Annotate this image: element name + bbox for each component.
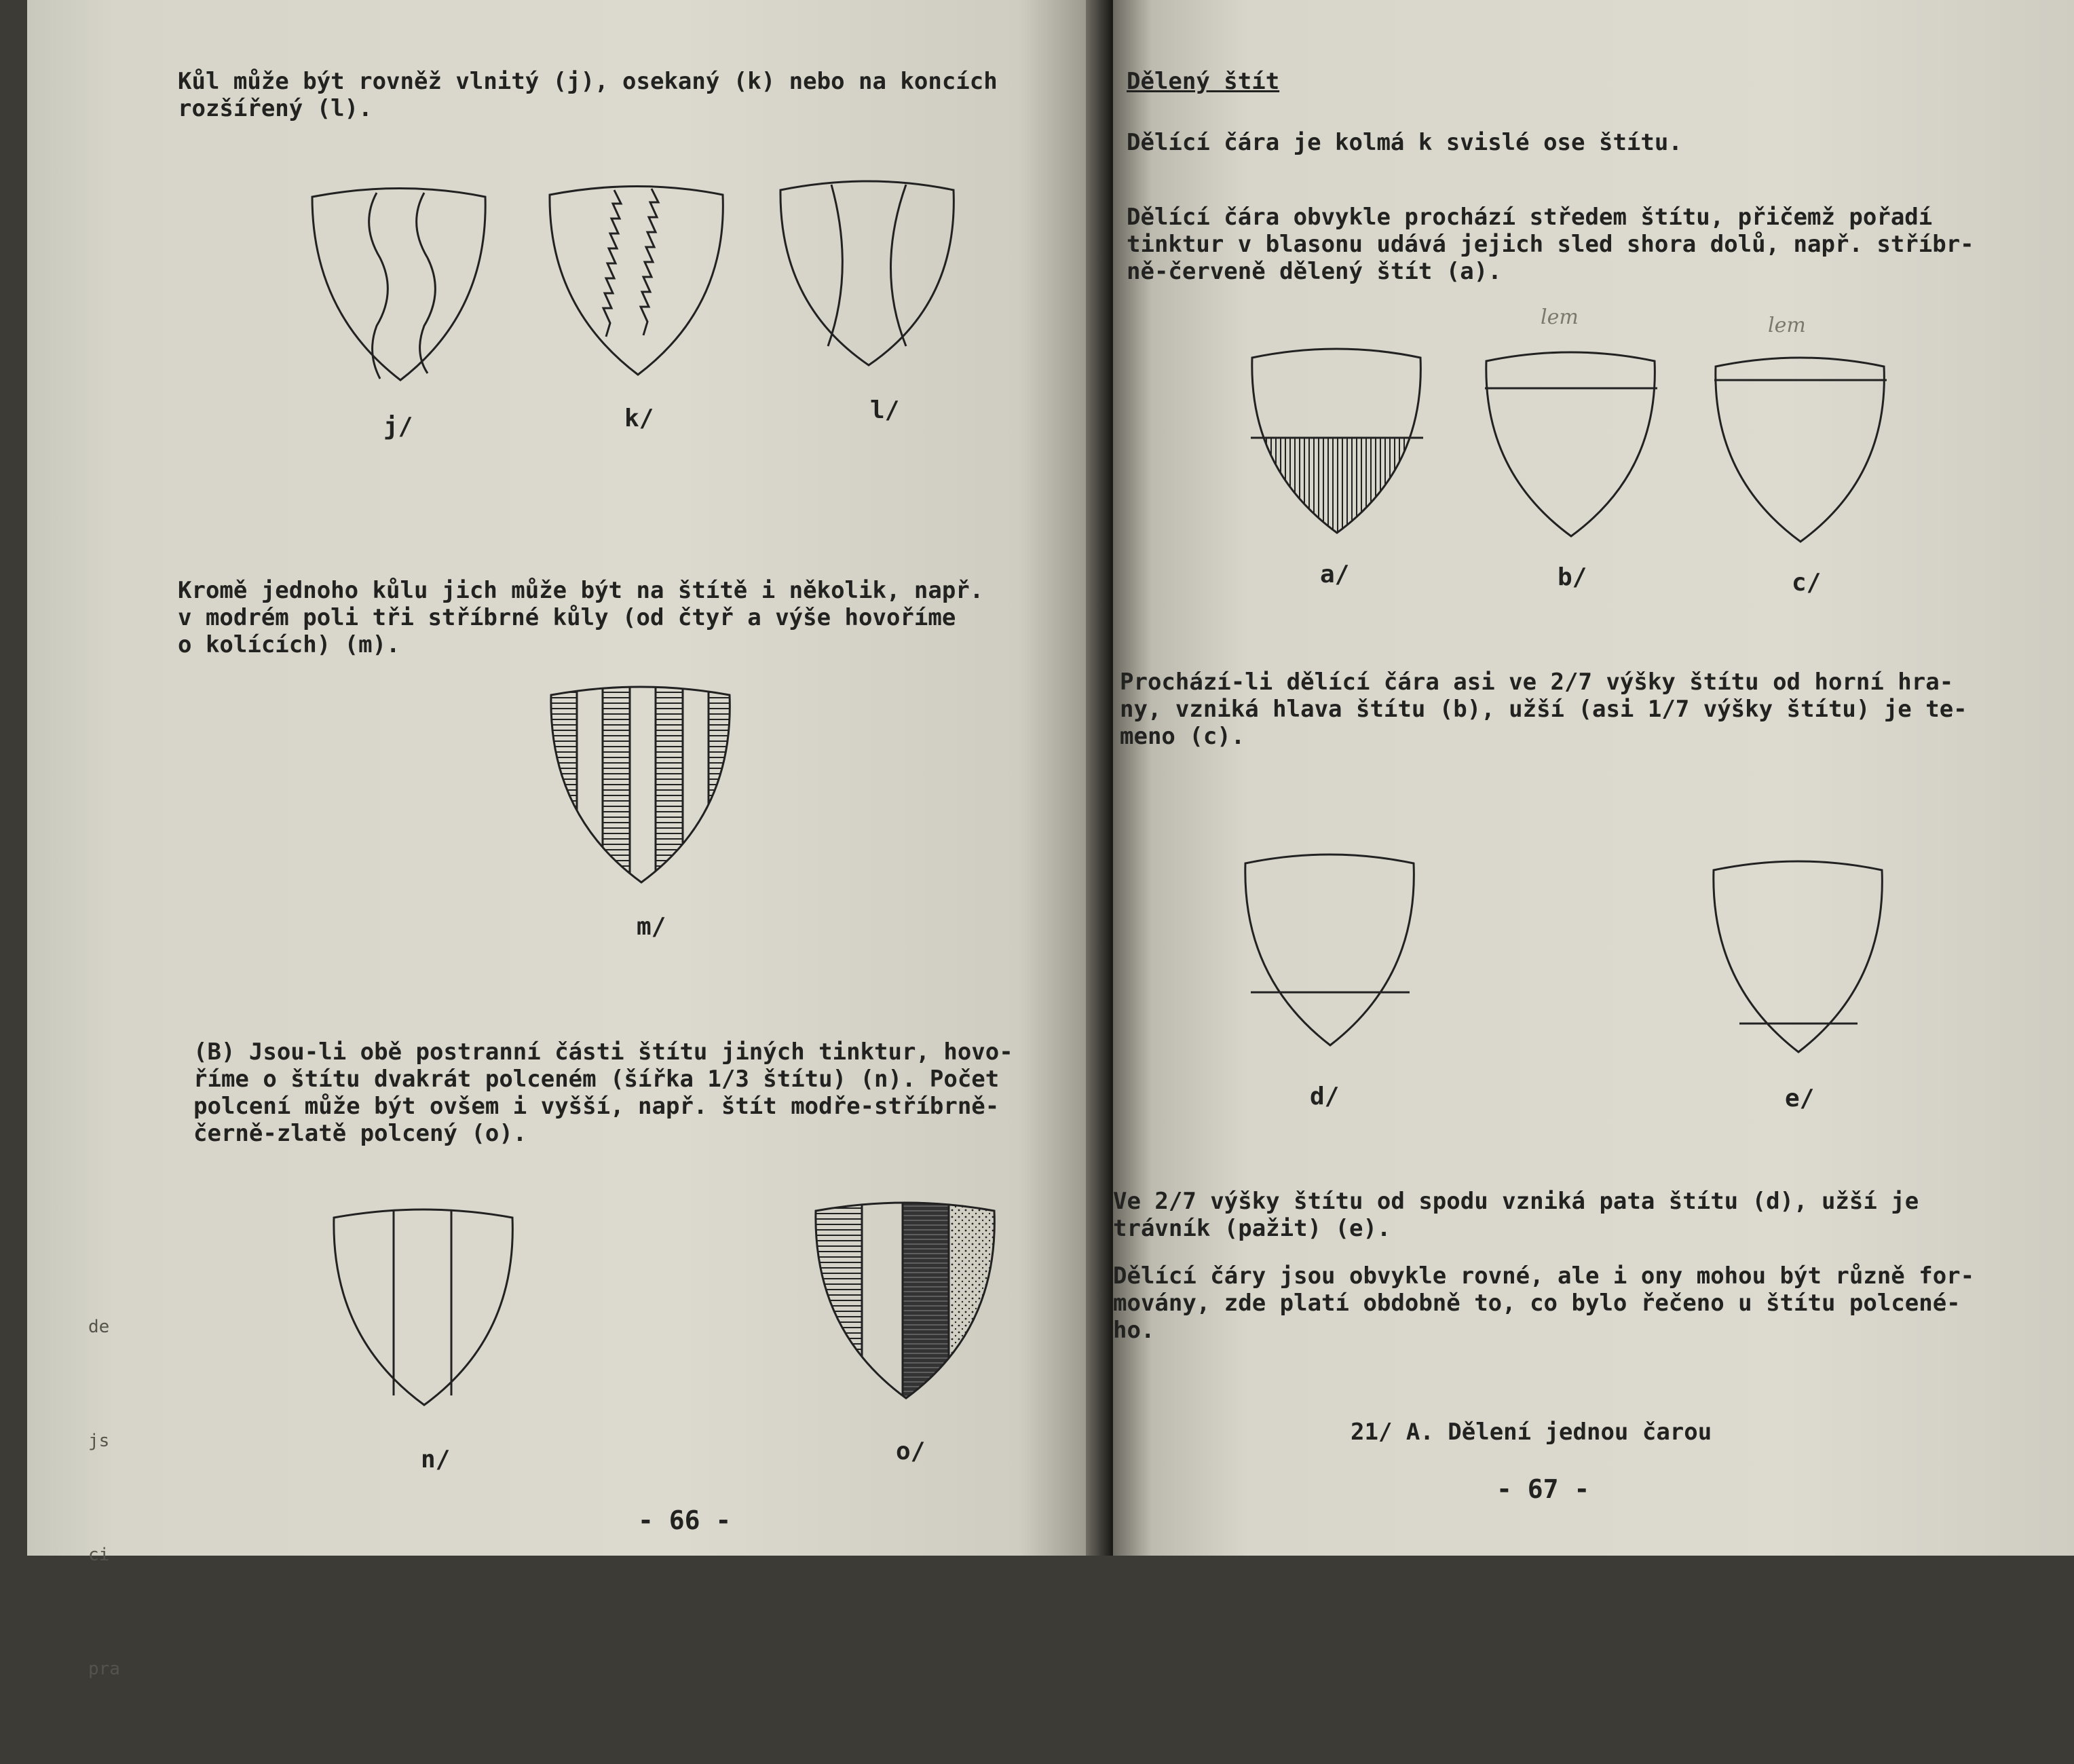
shield-b-figure	[1479, 346, 1663, 543]
shield-o-figure	[808, 1195, 1004, 1405]
right-para4-line2: trávník (pažit) (e).	[1113, 1215, 1391, 1242]
pencil-note-b: lem	[1541, 305, 1579, 329]
left-page	[27, 0, 1106, 1679]
right-para5-line3: ho.	[1113, 1317, 1155, 1344]
shield-m-figure	[543, 679, 740, 889]
margin-note-line-2: js	[88, 1431, 110, 1451]
label-o: o/	[896, 1438, 926, 1465]
shield-k-figure	[543, 178, 733, 381]
right-para3-line1: Prochází-li dělící čára asi ve 2/7 výšky štítu od horní hra-	[1120, 669, 1954, 696]
margin-note-line-4: pra	[88, 1659, 120, 1679]
label-j: j/	[383, 413, 413, 440]
figure-caption: 21/ A. Dělení jednou čarou	[1351, 1419, 1712, 1446]
margin-note	[88, 1232, 152, 1764]
label-k: k/	[624, 405, 654, 432]
label-m: m/	[637, 913, 666, 941]
right-para3-line2: ny, vzniká hlava štítu (b), užší (asi 1/7 výšky štítu) je te-	[1120, 696, 1967, 723]
label-e: e/	[1785, 1085, 1815, 1112]
label-b: b/	[1558, 563, 1587, 591]
shield-j-figure	[305, 183, 495, 387]
shield-d-figure	[1239, 848, 1422, 1052]
label-d: d/	[1310, 1083, 1340, 1110]
right-para2-line3: ně-červeně dělený štít (a).	[1127, 258, 1502, 285]
margin-note-line-1: de	[88, 1317, 110, 1337]
shield-c-figure	[1709, 352, 1892, 548]
margin-note-line-3: ci	[88, 1545, 110, 1565]
left-para1-line2: rozšířený (l).	[178, 95, 373, 122]
right-para2-line1: Dělící čára obvykle prochází středem štítu, přičemž pořadí	[1127, 204, 1933, 231]
right-para1: Dělící čára je kolmá k svislé ose štítu.	[1127, 129, 1682, 156]
shield-n-figure	[326, 1201, 523, 1412]
left-para2-line2: v modrém poli tři stříbrné kůly (od čtyř a výše hovoříme	[178, 604, 956, 631]
right-para2-line2: tinktur v blasonu udává jejich sled shora dolů, např. stříbr-	[1127, 231, 1974, 258]
shield-l-figure	[774, 175, 964, 379]
right-heading: Dělený štít	[1127, 68, 1280, 95]
left-para2-line3: o kolících) (m).	[178, 631, 400, 658]
left-para3-line1: (B) Jsou-li obě postranní části štítu jiných tinktur, hovo-	[193, 1038, 1013, 1066]
label-c: c/	[1792, 569, 1822, 597]
pencil-note-c: lem	[1768, 314, 1806, 337]
left-para3-line2: říme o štítu dvakrát polceném (šířka 1/3 štítu) (n). Počet	[193, 1066, 1000, 1093]
label-n: n/	[421, 1446, 451, 1474]
right-para3-line3: meno (c).	[1120, 723, 1245, 750]
left-para2-line1: Kromě jednoho kůlu jich může být na štítě i několik, např.	[178, 577, 984, 604]
left-page-number: - 66 -	[638, 1505, 732, 1535]
right-page	[1113, 0, 2074, 1556]
right-para4-line1: Ve 2/7 výšky štítu od spodu vzniká pata štítu (d), užší je	[1113, 1188, 1919, 1215]
shield-e-figure	[1707, 855, 1890, 1059]
right-para5-line2: movány, zde platí obdobně to, co bylo řečeno u štítu polcené-	[1113, 1290, 1961, 1317]
label-a: a/	[1320, 561, 1350, 588]
right-page-number: - 67 -	[1496, 1474, 1590, 1504]
shield-a-figure	[1245, 343, 1429, 540]
left-para1-line1: Kůl může být rovněž vlnitý (j), osekaný (k) nebo na koncích	[178, 68, 998, 95]
left-para3-line4: černě-zlatě polcený (o).	[193, 1120, 527, 1147]
left-para3-line3: polcení může být ovšem i vyšší, např. štít modře-stříbrně-	[193, 1093, 1000, 1120]
label-l: l/	[870, 396, 900, 424]
right-para5-line1: Dělící čáry jsou obvykle rovné, ale i ony mohou být různě for-	[1113, 1262, 1975, 1290]
